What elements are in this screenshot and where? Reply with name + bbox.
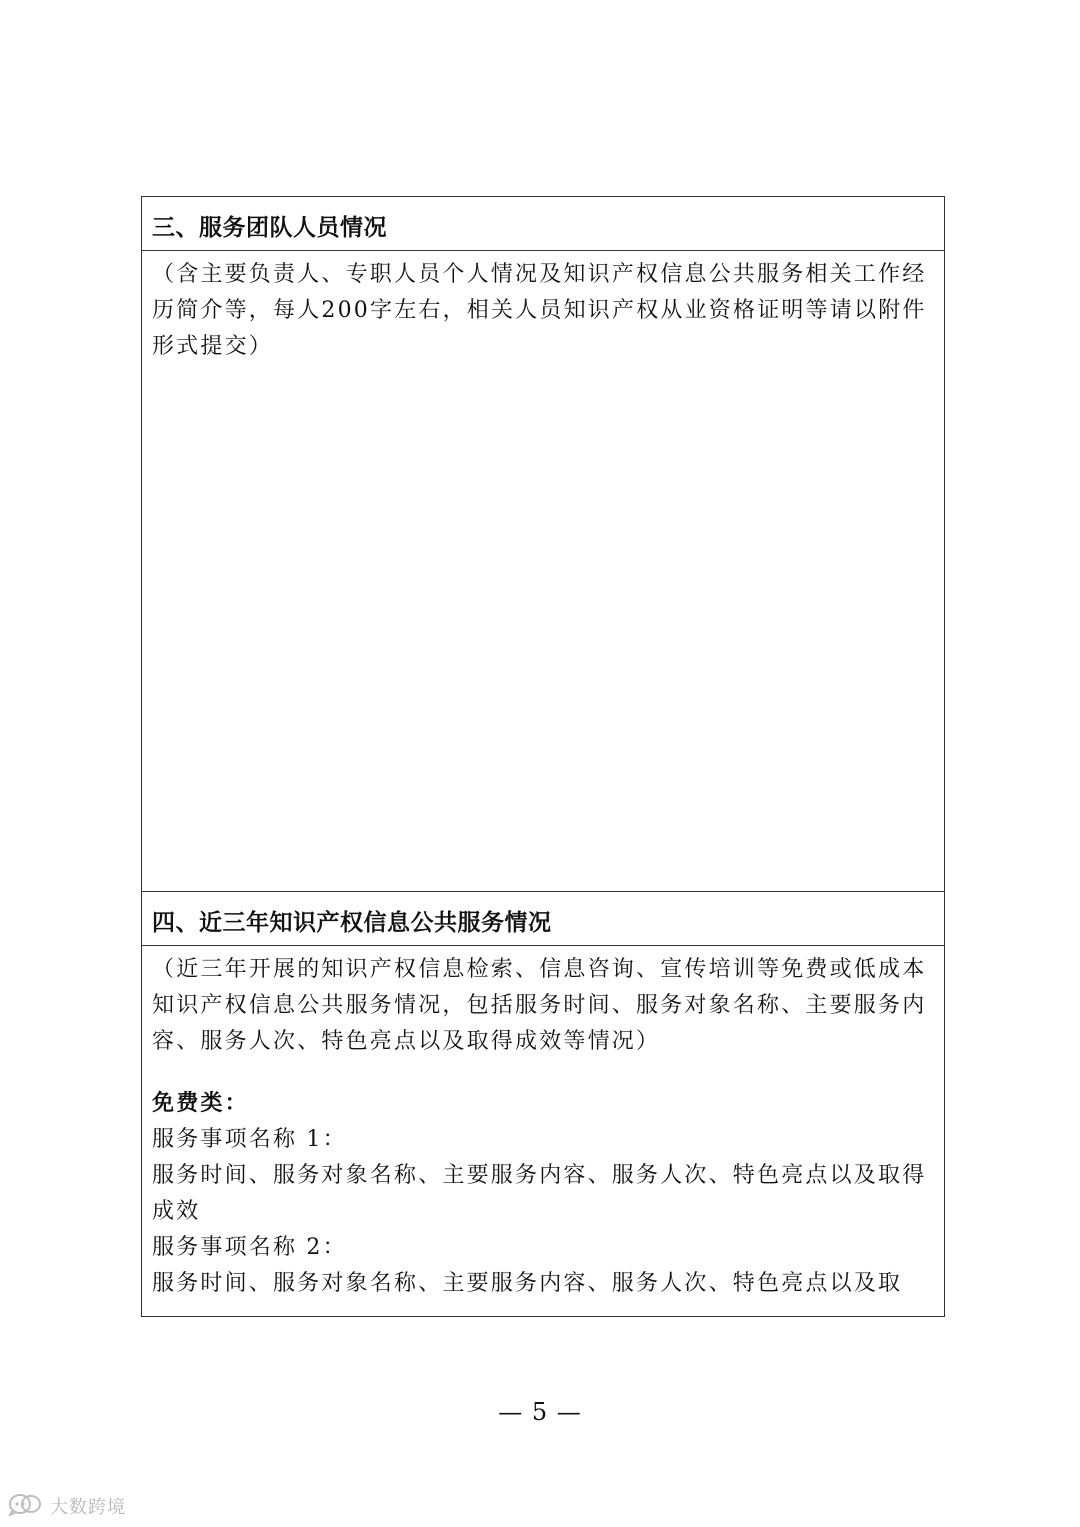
service-item-2-desc: 服务时间、服务对象名称、主要服务内容、服务人次、特色亮点以及取 — [152, 1271, 903, 1296]
section4-body — [142, 946, 944, 1316]
watermark — [8, 1492, 126, 1520]
chat-bubble-logo-icon — [8, 1492, 44, 1520]
page-number: — 5 — — [498, 1398, 582, 1426]
watermark-text: 大数跨境 — [50, 1497, 126, 1518]
service-item-1-name: 服务事项名称 1： — [152, 1127, 347, 1152]
spacer — [152, 1060, 934, 1086]
service-item-2-name: 服务事项名称 2： — [152, 1235, 347, 1260]
service-item-1-desc: 服务时间、服务对象名称、主要服务内容、服务人次、特色亮点以及取得成效 — [152, 1163, 927, 1224]
section4-note: （近三年开展的知识产权信息检索、信息咨询、宣传培训等免费或低成本知识产权信息公共服务情况，包括服务时间、服务对象名称、主要服务内容、服务人次、特色亮点以及取得成效等情况） — [152, 957, 927, 1054]
free-category-label: 免费类： — [152, 1091, 249, 1116]
section3-note: （含主要负责人、专职人员个人情况及知识产权信息公共服务相关工作经历简介等，每人200字左右，相关人员知识产权从业资格证明等请以附件形式提交） — [152, 262, 927, 359]
application-form-table — [141, 196, 945, 1317]
section4-title: 四、近三年知识产权信息公共服务情况 — [142, 892, 944, 946]
section3-title: 三、服务团队人员情况 — [142, 197, 944, 251]
section3-body — [142, 251, 944, 892]
